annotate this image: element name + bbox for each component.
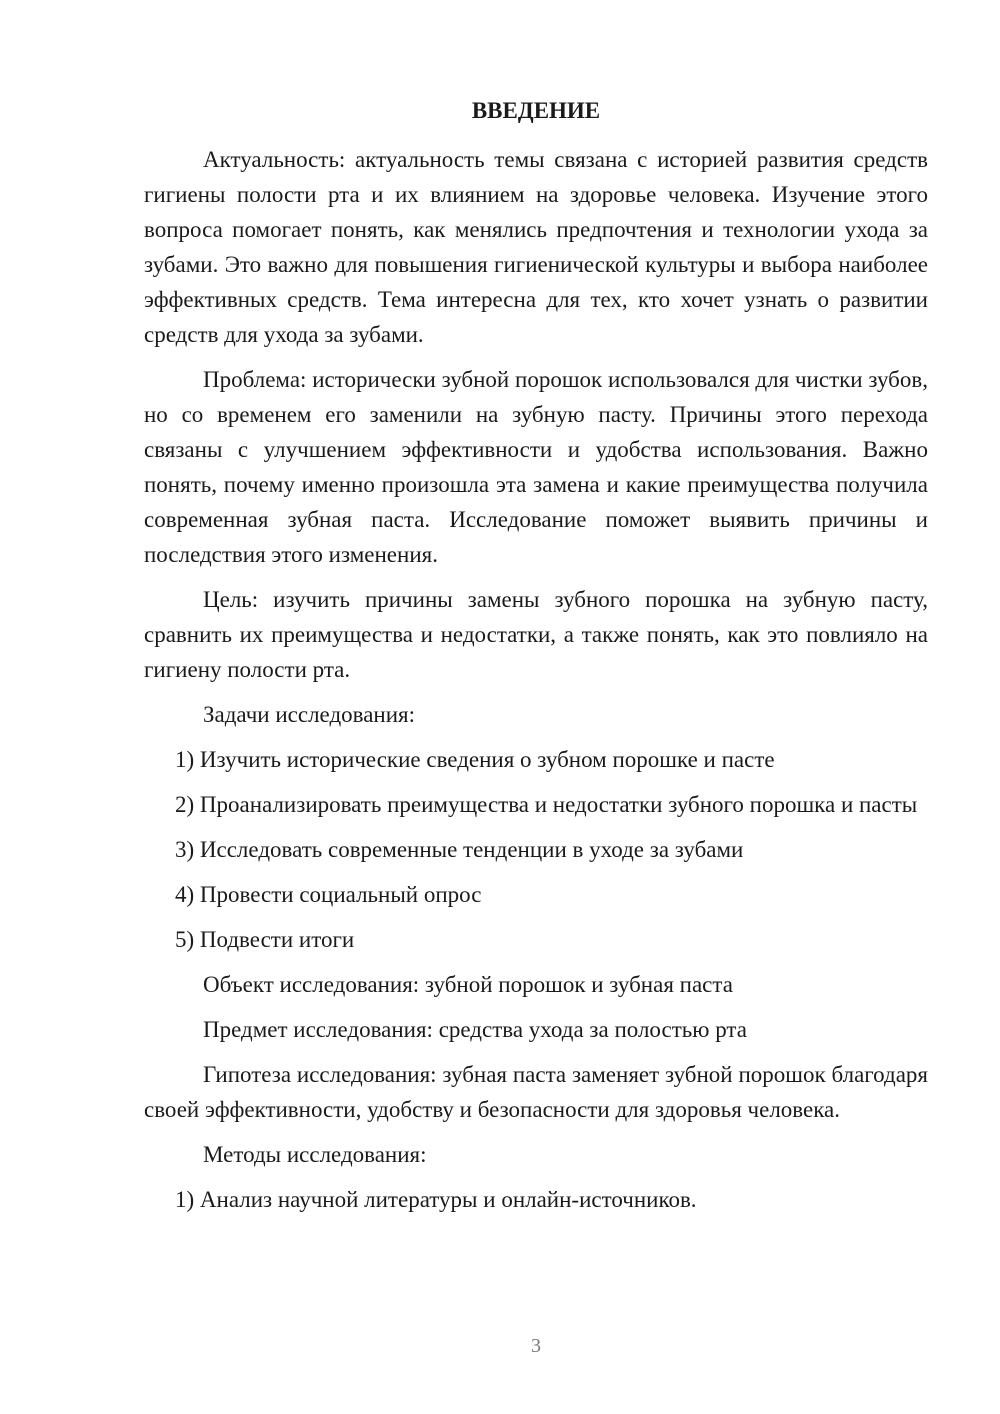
problem-paragraph: Проблема: исторически зубной порошок использовался для чистки зубов, но со временем его заменили на зубную пасту. Причины этого перехода связаны с улучшением эффективности и удобства использования. Важно понять, почему именно произошла эта замена и какие преимущества получила современная зубная паста. Исследование поможет выявить причины и последствия этого изменения. [144,367,928,567]
task-item: 1) Изучить исторические сведения о зубном порошке и пасте [175,747,775,772]
page-number: 3 [531,1335,541,1357]
hypothesis-paragraph: Гипотеза исследования: зубная паста заменяет зубной порошок благодаря своей эффективности, удобству и безопасности для здоровья человека. [144,1062,928,1122]
methods-heading: Методы исследования: [203,1142,427,1167]
section-title: ВВЕДЕНИЕ [471,98,601,123]
task-item: 5) Подвести итоги [175,927,355,952]
research-object: Объект исследования: зубной порошок и зубная паста [203,972,733,997]
task-item: 3) Исследовать современные тенденции в уходе за зубами [175,837,744,862]
relevance-paragraph: Актуальность: актуальность темы связана с историей развития средств гигиены полости рта и их влиянием на здоровье человека. Изучение этого вопроса помогает понять, как менялись предпочтения и технологии ухода за зубами. Это важно для повышения гигиенической культуры и выбора наиболее эффективных средств. Тема интересна для тех, кто хочет узнать о развитии средств для ухода за зубами. [144,147,928,347]
goal-paragraph: Цель: изучить причины замены зубного порошка на зубную пасту, сравнить их преимущества и недостатки, а также понять, как это повлияло на гигиену полости рта. [144,587,928,682]
page-content [144,96,928,1227]
tasks-heading: Задачи исследования: [203,702,416,727]
task-item: 2) Проанализировать преимущества и недостатки зубного порошка и пасты [175,792,918,817]
method-item: 1) Анализ научной литературы и онлайн-источников. [175,1187,697,1212]
task-item: 4) Провести социальный опрос [175,882,482,907]
research-subject: Предмет исследования: средства ухода за полостью рта [203,1017,747,1042]
